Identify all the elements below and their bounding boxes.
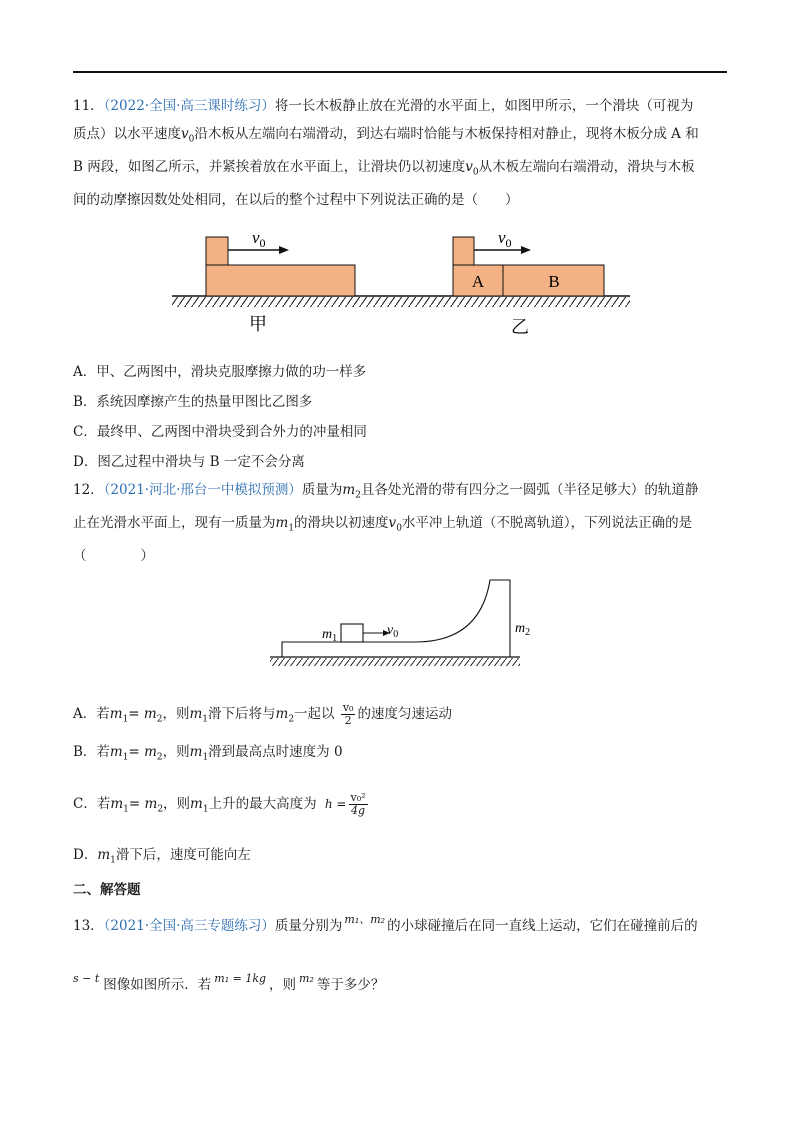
slider-yi [453, 237, 474, 265]
q11-line1: 11．（2022·全国·高三课时练习）将一长木板静止放在光滑的水平面上，如图甲所示，一个滑块（可视为 [73, 98, 694, 114]
q11-option-c[interactable]: C．最终甲、乙两图中滑块受到合外力的冲量相同 [73, 424, 367, 440]
q11-number: 11． [73, 98, 104, 114]
question-13-line1: 13．（2021·全国·高三专题练习）质量分别为 $^{m_1、m_2}$ 的小球碰撞后在同一直线上运动，它们在碰撞前后的 [73, 913, 698, 934]
curved-track [282, 580, 510, 657]
section-heading: 二、解答题 [73, 882, 141, 898]
q11-source[interactable]: （2022·全国·高三课时练习） [103, 98, 275, 114]
question-12: 12．（2021·河北·邢台一中模拟预测）质量为$m_2$且各处光滑的带有四分之一圆弧（半径足够大）的轨道静 止在光滑水平面上，现有一质量为$m_1$的滑块以初速度$v_0$水平冲上轨道（不脱离轨道），下列说法正确的是 （ ） [73, 482, 699, 565]
fraction-v0-over-2: $\frac{\text{v₀}}{2}$ [342, 701, 354, 727]
q11-figure [165, 225, 635, 340]
q11-line2: 质点）以水平速度$v_0$沿木板从左端向右端滑动，到达右端时恰能与木板保持相对静止，现将木板分成 A 和 [73, 125, 699, 145]
svg-text:A: A [471, 272, 485, 291]
board-jia [206, 265, 355, 296]
q11-line4: 间的动摩擦因数处处相同，在以后的整个过程中下列说法正确的是（ ） [73, 191, 519, 208]
svg-text:v0: $v_0$ [387, 623, 399, 640]
q11-option-a[interactable]: A．甲、乙两图中，滑块克服摩擦力做的功一样多 [73, 364, 367, 380]
q11-option-d[interactable]: D．图乙过程中滑块与 B 一定不会分离 [73, 454, 305, 470]
fraction-height: $\frac{\text{v₀²}}{4g}$ [350, 791, 366, 817]
q12-source[interactable]: （2021·河北·邢台一中模拟预测） [103, 482, 302, 498]
q12-option-d[interactable]: D．$m_1$滑下后，速度可能向左 [73, 847, 251, 866]
q12-option-a[interactable]: A．若$m_1= m_2$，则$m_1$滑下后将与$m_2$一起以 $\frac{\text{v₀}}{2}$ 的速度匀速运动 [73, 701, 452, 727]
svg-text:v0: $v_0$ [252, 228, 266, 250]
slider-jia [206, 237, 228, 265]
header-rule [73, 71, 727, 73]
q12-option-c[interactable]: C．若$m_1= m_2$，则$m_1$上升的最大高度为 h = $\frac{\text{v₀²}}{4g}$ [73, 791, 366, 817]
svg-text:m1: $m_1$ [322, 627, 338, 644]
label-yi: 乙 [511, 317, 529, 337]
block-m1 [341, 624, 363, 642]
question-11 [73, 93, 733, 214]
q12-figure [265, 572, 540, 672]
q11-line3: B 两段，如图乙所示，并紧挨着放在水平面上，让滑块仍以初速度$v_0$从木板左端向右端滑动，滑块与木板 [73, 158, 695, 178]
ground-hatch [172, 297, 630, 307]
q12-number: 12． [73, 482, 104, 498]
label-jia: 甲 [249, 314, 267, 334]
svg-text:B: B [548, 272, 560, 291]
ground-hatch [270, 658, 520, 666]
q13-number: 13． [73, 918, 104, 934]
q11-option-b[interactable]: B．系统因摩擦产生的热量甲图比乙图多 [73, 394, 313, 410]
question-13-line2: $^{s - t}$ 图像如图所示．若 $^{m_1 = 1kg}$ ，则 $^{m_2}$ 等于多少？ [73, 972, 385, 993]
svg-text:m2: $m_2$ [515, 621, 531, 638]
svg-text:v0: $v_0$ [498, 228, 512, 250]
q12-option-b[interactable]: B．若$m_1= m_2$，则$m_1$滑到最高点时速度为 0 [73, 744, 343, 763]
q13-source[interactable]: （2021·全国·高三专题练习） [103, 918, 275, 934]
